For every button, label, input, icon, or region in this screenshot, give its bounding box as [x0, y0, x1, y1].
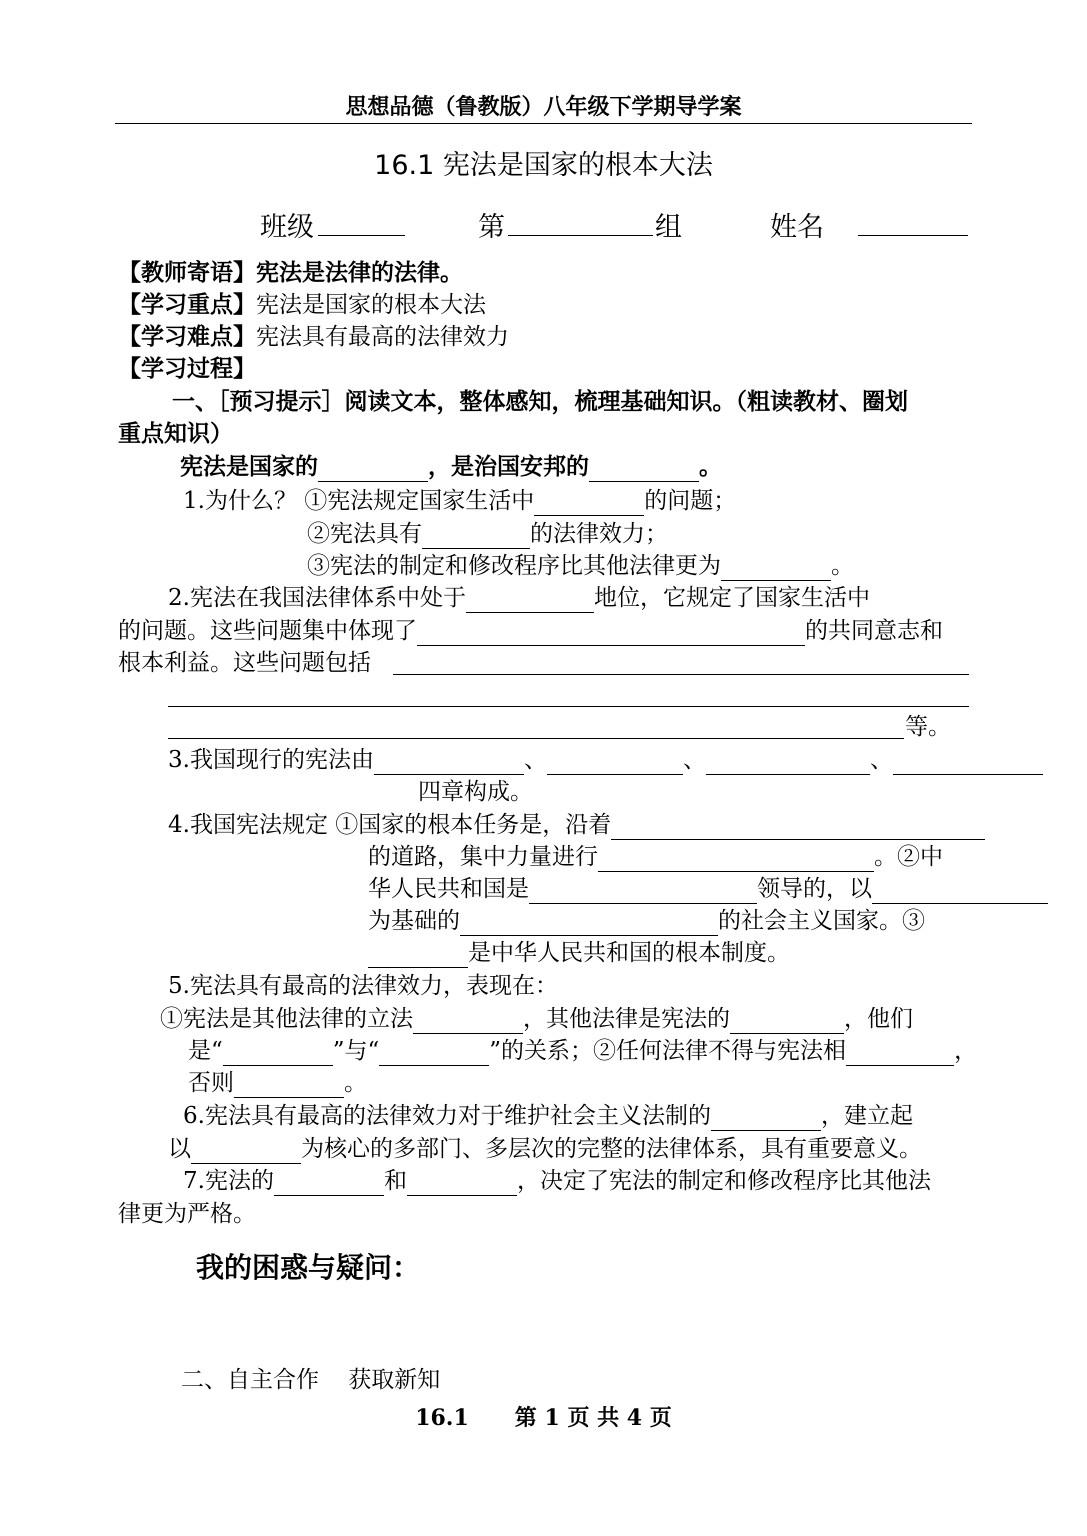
blank-q5-derived[interactable] — [730, 1007, 844, 1034]
q7-text-1c: ，决定了宪法的制定和修改程序比其他法 — [516, 1168, 931, 1194]
q6-text-2a: 以 — [168, 1136, 191, 1162]
q1-line-3 — [307, 551, 854, 581]
blank-q2-status[interactable] — [466, 586, 594, 613]
q1-b-start: ②宪法具有 — [307, 521, 422, 547]
q3-sep-1: 、 — [523, 747, 547, 773]
q4-text-4b: 的社会主义国家。③ — [718, 908, 925, 934]
q5-text-3d: ， — [954, 1038, 978, 1064]
q4-line-3 — [368, 874, 1048, 904]
group-field[interactable] — [508, 207, 653, 236]
q2-line-2 — [118, 616, 943, 646]
blank-q5-invalid[interactable] — [234, 1071, 344, 1098]
q4-line-2 — [368, 842, 943, 872]
blank-q7-1[interactable] — [274, 1169, 384, 1196]
blank-q3-4[interactable] — [893, 748, 1043, 775]
class-label: 班级 — [260, 212, 314, 243]
q3-intro: 3.我国现行的宪法由 — [168, 747, 374, 773]
q7-line-2: 律更为严格。 — [118, 1201, 256, 1227]
q3-line-1 — [168, 745, 1043, 775]
doubts-title: 我的困惑与疑问： — [196, 1251, 421, 1284]
q6-text-1a: 6.宪法具有最高的法律效力对于维护社会主义法制的 — [183, 1103, 711, 1129]
q5-text-2c: ，他们 — [844, 1006, 913, 1032]
q4-text-3b: 领导的，以 — [757, 876, 872, 902]
blank-q2-list-2[interactable] — [168, 706, 969, 707]
name-field[interactable] — [858, 207, 968, 236]
blank-q5-conflict[interactable] — [846, 1039, 954, 1066]
q5-text-2a: ①宪法是其他法律的立法 — [160, 1006, 413, 1032]
q6-text-1b: ，建立起 — [820, 1103, 913, 1129]
q4-text-1: 4.我国宪法规定 ①国家的根本任务是，沿着 — [168, 812, 612, 838]
group-prefix: 第 — [478, 212, 505, 243]
q7-text-1b: 和 — [383, 1168, 407, 1194]
q6-text-2b: 为核心的多部门、多层次的完整的法律体系，具有重要意义。 — [301, 1136, 922, 1162]
q6-line-2 — [168, 1134, 922, 1164]
blank-q4-leader[interactable] — [529, 877, 757, 904]
q2-text-3: 根本利益。这些问题包括 — [118, 650, 371, 676]
blank-q4-basis[interactable] — [872, 877, 1048, 904]
q5-line-3 — [188, 1036, 977, 1066]
blank-q2-will[interactable] — [417, 619, 805, 646]
q5-line-2 — [160, 1004, 913, 1034]
preview-heading-2: 重点知识） — [118, 420, 233, 447]
q1-c-end: 。 — [831, 553, 854, 579]
footer-page-mid: 页 共 — [567, 1405, 620, 1431]
blank-q5-mother[interactable] — [223, 1039, 333, 1066]
blank-q7-2[interactable] — [407, 1169, 517, 1196]
q5-text-3b: ”与“ — [332, 1038, 380, 1064]
q4-text-2b: 。②中 — [874, 844, 943, 870]
q2-text-1a: 2.宪法在我国法律体系中处于 — [168, 585, 466, 611]
blank-q5-basis[interactable] — [413, 1007, 523, 1034]
q4-text-5: 是中华人民共和国的根本制度。 — [468, 940, 790, 966]
q1-c-start: ③宪法的制定和修改程序比其他法律更为 — [307, 553, 721, 579]
part2-title: 二、自主合作 获取新知 — [181, 1367, 441, 1393]
q7-text-1a: 7.宪法的 — [183, 1168, 274, 1194]
blank-q4-state[interactable] — [460, 909, 718, 936]
q2-line-5-end: 等。 — [905, 714, 951, 740]
q6-line-1 — [183, 1101, 913, 1131]
difficulty-text: 宪法具有最高的法律效力 — [256, 324, 509, 350]
key-point-text: 宪法是国家的根本大法 — [256, 292, 486, 318]
blank-q6-core[interactable] — [191, 1137, 301, 1164]
header-rule — [115, 123, 972, 124]
q1-a-end: 的问题； — [644, 488, 737, 514]
footer-page-label: 第 — [514, 1405, 537, 1431]
blank-q2-list-3[interactable] — [168, 738, 904, 739]
q7-line-1 — [183, 1166, 931, 1196]
key-point — [118, 290, 486, 320]
difficulty-tag: 【学习难点】 — [118, 323, 256, 350]
preview-summary — [180, 452, 722, 482]
blank-q4-construction[interactable] — [598, 845, 874, 872]
blank-governance[interactable] — [589, 455, 699, 482]
blank-q3-2[interactable] — [547, 748, 683, 775]
blank-q1c[interactable] — [721, 554, 831, 581]
summary-text-b: ，是治国安邦的 — [428, 453, 589, 480]
footer — [0, 1403, 1087, 1433]
teacher-words — [118, 258, 463, 288]
q1-b-end: 的法律效力； — [530, 521, 668, 547]
blank-q1b[interactable] — [422, 522, 530, 549]
blank-q3-1[interactable] — [374, 748, 524, 775]
blank-q5-child[interactable] — [379, 1039, 489, 1066]
q1-line-1 — [183, 486, 736, 516]
q1-intro: 1.为什么？ ①宪法规定国家生活中 — [183, 488, 535, 514]
q1-line-2 — [307, 519, 668, 549]
footer-page-num: 1 — [544, 1405, 560, 1431]
q5-text-3c: ”的关系；②任何法律不得与宪法相 — [489, 1038, 847, 1064]
lesson-title: 16.1 宪法是国家的根本大法 — [374, 150, 713, 181]
blank-q4-system[interactable] — [368, 941, 468, 968]
process-tag: 【学习过程】 — [118, 355, 256, 382]
q4-line-5 — [368, 938, 790, 968]
summary-text-c: 。 — [699, 453, 722, 480]
blank-q1a[interactable] — [534, 489, 644, 516]
q2-line-1 — [168, 583, 870, 613]
blank-fundamental[interactable] — [318, 455, 428, 482]
footer-page-end: 页 — [649, 1405, 672, 1431]
group-suffix: 组 — [655, 212, 682, 243]
q2-text-1b: 地位，它规定了国家生活中 — [593, 585, 870, 611]
q4-text-2a: 的道路，集中力量进行 — [368, 844, 598, 870]
q5-text-2b: ，其他法律是宪法的 — [523, 1006, 730, 1032]
footer-total-pages: 4 — [626, 1405, 643, 1431]
q5-text-4a: 否则 — [188, 1070, 234, 1096]
q4-line-4 — [368, 906, 925, 936]
class-field[interactable] — [318, 207, 405, 236]
q4-text-3a: 华人民共和国是 — [368, 876, 529, 902]
q2-text-2a: 的问题。这些问题集中体现了 — [118, 618, 417, 644]
q5-text-4b: 。 — [344, 1070, 367, 1096]
header-title: 思想品德（鲁教版）八年级下学期导学案 — [345, 95, 742, 120]
q4-line-1 — [168, 810, 985, 840]
q3-sep-3: 、 — [869, 747, 893, 773]
blank-q3-3[interactable] — [706, 748, 870, 775]
key-point-tag: 【学习重点】 — [118, 291, 256, 318]
teacher-words-tag: 【教师寄语】 — [118, 259, 256, 286]
q3-line-2: 四章构成。 — [418, 779, 533, 805]
q5-text-3a: 是“ — [188, 1038, 223, 1064]
summary-text-a: 宪法是国家的 — [180, 453, 318, 480]
blank-q4-path[interactable] — [611, 813, 985, 840]
name-label: 姓名 — [770, 212, 824, 243]
q4-text-4a: 为基础的 — [368, 908, 460, 934]
teacher-words-text: 宪法是法律的法律。 — [256, 259, 463, 286]
q3-sep-2: 、 — [682, 747, 706, 773]
q5-line-1: 5.宪法具有最高的法律效力，表现在： — [168, 973, 558, 999]
blank-q6-unity[interactable] — [711, 1104, 821, 1131]
footer-section: 16.1 — [415, 1405, 469, 1431]
q2-line-3 — [118, 648, 371, 678]
blank-q2-list-1[interactable] — [393, 674, 969, 675]
q5-line-4 — [188, 1068, 367, 1098]
difficulty — [118, 322, 509, 352]
preview-heading-1: 一、［预习提示］阅读文本，整体感知，梳理基础知识。（粗读教材、圈划 — [172, 388, 908, 415]
q2-text-2b: 的共同意志和 — [805, 618, 943, 644]
